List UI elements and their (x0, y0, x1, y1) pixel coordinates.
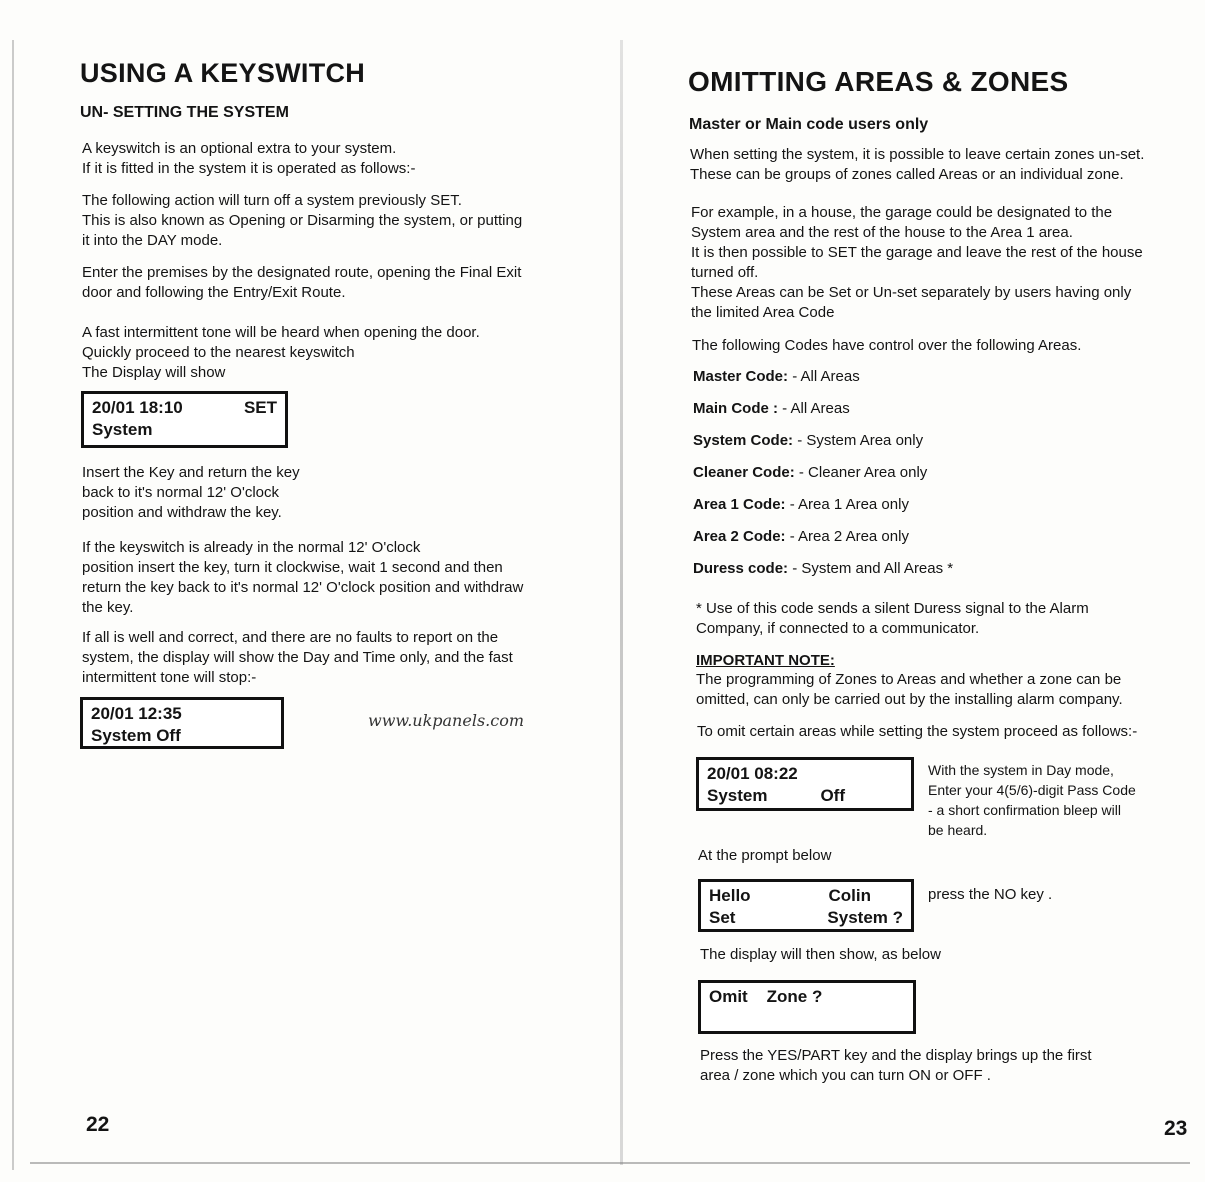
text-line: - a short confirmation bleep will (928, 802, 1121, 818)
text-line: Quickly proceed to the nearest keyswitch (82, 344, 355, 361)
bottom-edge (30, 1162, 1190, 1164)
enter-paragraph (82, 263, 521, 303)
display-line: System Off (91, 726, 181, 745)
then-show-label: The display will then show, as below (700, 946, 941, 963)
text-line: If it is fitted in the system it is operated as follows:- (82, 160, 416, 177)
text-line: Press the YES/PART key and the display brings up the first (700, 1047, 1092, 1064)
code-item (693, 368, 860, 385)
display-line: Set (709, 908, 736, 927)
text-line: area / zone which you can turn ON or OFF . (700, 1067, 991, 1084)
text-line: back to it's normal 12' O'clock (82, 484, 279, 501)
page-number: 23 (1164, 1117, 1188, 1140)
display-line: SET (243, 398, 277, 417)
text-line: A fast intermittent tone will be heard when opening the door. (82, 324, 480, 341)
important-text (696, 670, 1123, 710)
text-line: Enter the premises by the designated route, opening the Final Exit (82, 264, 522, 281)
display-line: Colin (828, 886, 871, 905)
display-line: Omit Zone ? (709, 987, 823, 1006)
display-line: Hello (709, 886, 751, 905)
center-fold (620, 40, 623, 1165)
page-number: 22 (86, 1113, 110, 1136)
text-line: door and following the Entry/Exit Route. (82, 284, 346, 301)
code-area: - Cleaner Area only (798, 464, 928, 481)
page-edge (12, 40, 14, 1170)
code-area: - Area 1 Area only (789, 496, 909, 513)
page-title: OMITTING AREAS & ZONES (688, 66, 1069, 97)
page-title: USING A KEYSWITCH (80, 58, 366, 88)
code-name: Area 2 Code: (693, 528, 786, 545)
keypad-display-off (80, 697, 284, 749)
display-line: 20/01 12:35 (91, 704, 182, 723)
text-line: System area and the rest of the house to the Area 1 area. (691, 224, 1073, 241)
text-line: If the keyswitch is already in the normal 12' O'clock (82, 539, 421, 556)
display-line: System ? (827, 908, 903, 927)
code-area: - All Areas (792, 368, 860, 385)
code-item (693, 432, 923, 449)
text-line: This is also known as Opening or Disarming the system, or putting (82, 212, 523, 229)
text-line: The Display will show (82, 364, 226, 381)
display-line: Off (820, 786, 845, 805)
code-area: - System and All Areas * (792, 560, 954, 577)
important-heading: IMPORTANT NOTE: (696, 652, 835, 669)
code-area: - All Areas (782, 400, 850, 417)
intro-paragraph (690, 145, 1144, 185)
keypad-display-omit (698, 980, 916, 1034)
code-item (693, 560, 953, 577)
text-line: When setting the system, it is possible to leave certain zones un-set. (690, 146, 1145, 163)
duress-note (696, 599, 1089, 639)
code-area: - System Area only (797, 432, 924, 449)
text-line: * Use of this code sends a silent Duress signal to the Alarm (696, 600, 1089, 617)
code-name: Main Code : (693, 400, 778, 417)
text-line: the key. (82, 599, 134, 616)
code-name: System Code: (693, 432, 794, 449)
text-line: It is then possible to SET the garage and leave the rest of the house (691, 244, 1143, 261)
text-line: omitted, can only be carried out by the installing alarm company. (696, 691, 1123, 708)
text-line: the limited Area Code (691, 304, 835, 321)
text-line: These Areas can be Set or Un-set separately by users having only (691, 284, 1132, 301)
codes-intro: The following Codes have control over the following Areas. (692, 337, 1082, 354)
text-line: return the key back to it's normal 12' O'clock position and withdraw (82, 579, 524, 596)
no-key-note: press the NO key . (928, 886, 1053, 903)
prompt-label: At the prompt below (698, 847, 832, 864)
code-area: - Area 2 Area only (789, 528, 909, 545)
text-line: Insert the Key and return the key (82, 464, 300, 481)
text-line: position insert the key, turn it clockwise, wait 1 second and then (82, 559, 503, 576)
text-line: The programming of Zones to Areas and whether a zone can be (696, 671, 1122, 688)
tone-paragraph (82, 323, 480, 383)
example-paragraph (691, 203, 1143, 323)
section-subtitle: Master or Main code users only (689, 116, 929, 133)
section-subtitle: UN- SETTING THE SYSTEM (80, 104, 289, 121)
code-name: Cleaner Code: (693, 464, 795, 481)
already-paragraph (82, 538, 523, 618)
text-line: be heard. (928, 822, 988, 838)
text-line: position and withdraw the key. (82, 504, 282, 521)
display-line: 20/01 08:22 (707, 764, 798, 783)
text-line: For example, in a house, the garage could be designated to the (691, 204, 1113, 221)
well-paragraph (82, 628, 513, 688)
code-item (693, 464, 927, 481)
text-line: it into the DAY mode. (82, 232, 223, 249)
display-line: 20/01 18:10 (92, 398, 183, 417)
passcode-note (928, 760, 1136, 840)
insert-paragraph (82, 463, 300, 523)
text-line: With the system in Day mode, (928, 762, 1114, 778)
code-item (693, 400, 850, 417)
intro-paragraph (82, 139, 415, 179)
text-line: Enter your 4(5/6)-digit Pass Code (928, 782, 1136, 798)
action-paragraph (82, 191, 522, 251)
text-line: A keyswitch is an optional extra to your system. (82, 140, 397, 157)
text-line: The following action will turn off a system previously SET. (82, 192, 462, 209)
text-line: If all is well and correct, and there are no faults to report on the (82, 629, 499, 646)
text-line: These can be groups of zones called Areas or an individual zone. (690, 166, 1124, 183)
text-line: turned off. (691, 264, 759, 281)
code-name: Duress code: (693, 560, 789, 577)
text-line: intermittent tone will stop:- (82, 669, 257, 686)
display-line: System (707, 786, 768, 805)
text-line: Company, if connected to a communicator. (696, 620, 980, 637)
keypad-display-set (81, 391, 288, 448)
omit-instruction: To omit certain areas while setting the system proceed as follows:- (697, 723, 1138, 740)
code-item (693, 528, 909, 545)
code-name: Area 1 Code: (693, 496, 786, 513)
display-line: System (92, 420, 153, 439)
watermark: www.ukpanels.com (368, 711, 525, 730)
keypad-display-day (696, 757, 914, 811)
text-line: system, the display will show the Day and Time only, and the fast (82, 649, 513, 666)
keypad-display-hello (698, 879, 914, 932)
final-instruction (700, 1046, 1092, 1086)
code-item (693, 496, 909, 513)
code-name: Master Code: (693, 368, 789, 385)
